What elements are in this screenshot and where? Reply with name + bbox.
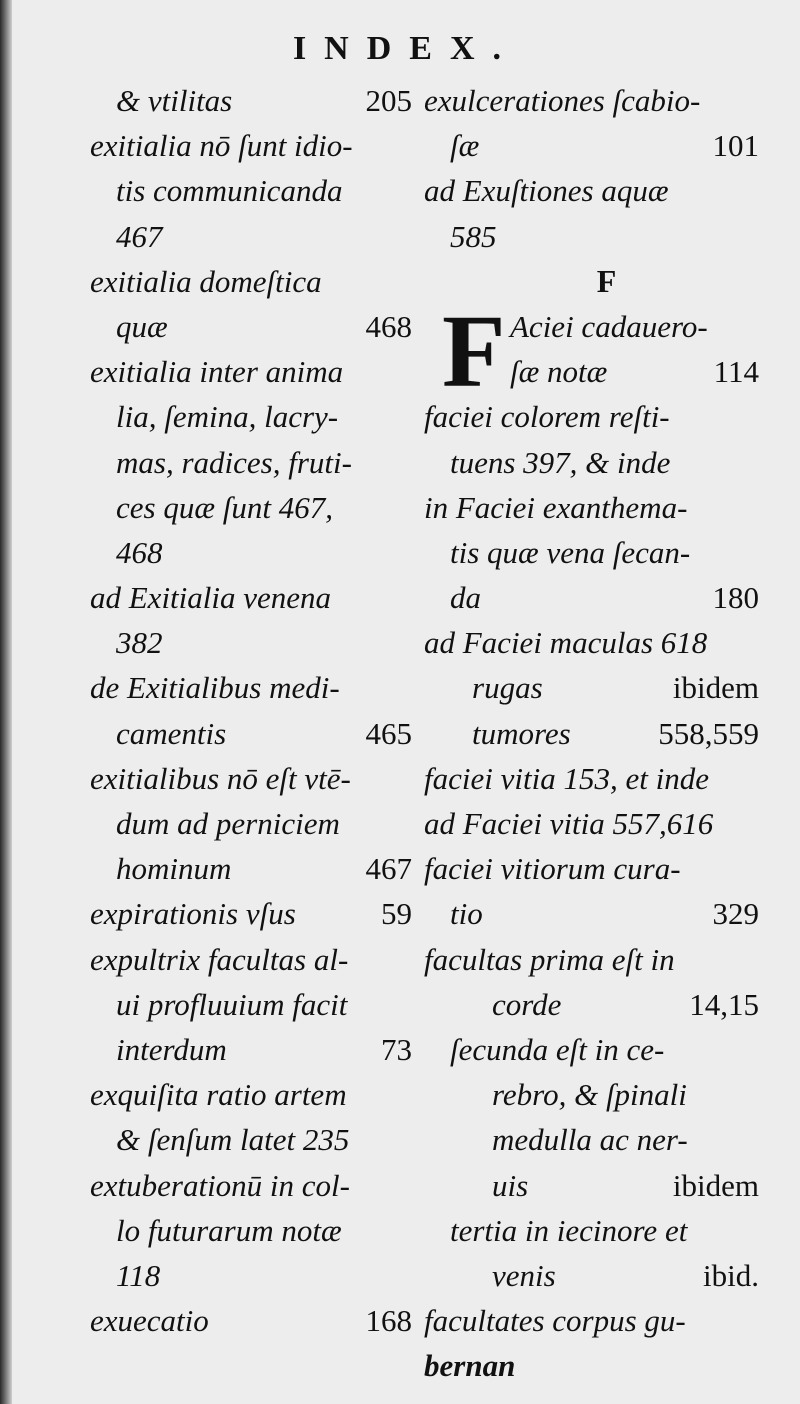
entry-text: camentis bbox=[116, 715, 227, 751]
entry-text: medulla ac ner- bbox=[492, 1122, 688, 1158]
entry-text: exulcerationes ſcabio- bbox=[424, 83, 701, 118]
entry-text: venis bbox=[492, 1257, 556, 1293]
index-entry-line bbox=[90, 982, 412, 1027]
page-reference: ibidem bbox=[672, 1167, 759, 1203]
index-entry-line bbox=[90, 214, 412, 259]
index-entry-line bbox=[90, 1117, 412, 1162]
index-entries-f bbox=[424, 394, 759, 1343]
book-gutter-shadow bbox=[0, 0, 12, 1404]
entry-text: dum ad perniciem bbox=[116, 806, 340, 841]
page-reference: ibidem bbox=[672, 670, 759, 706]
entry-text: tertia in iecinore et bbox=[450, 1212, 688, 1248]
entry-text: tio bbox=[450, 896, 483, 932]
entry-text: 118 bbox=[116, 1257, 161, 1293]
entry-text: 382 bbox=[116, 625, 163, 661]
page-reference: 73 bbox=[381, 1031, 412, 1067]
entry-text: corde bbox=[492, 986, 562, 1022]
entry-text: ad Exuſtiones aquæ bbox=[424, 173, 669, 209]
index-entry-line bbox=[424, 665, 759, 710]
page-reference: 329 bbox=[712, 896, 759, 932]
index-entry-line bbox=[424, 1117, 759, 1162]
catchword: bernan bbox=[424, 1348, 516, 1384]
index-entry-line bbox=[90, 937, 412, 982]
entry-text: exquiſita ratio artem bbox=[90, 1077, 347, 1113]
entry-text: exitialibus nō eſt vtē- bbox=[90, 760, 351, 796]
index-entry-line bbox=[424, 575, 759, 620]
entry-text: ces quæ ſunt 467, bbox=[116, 489, 333, 525]
index-entry-line bbox=[424, 1027, 759, 1072]
index-entry-line bbox=[424, 620, 759, 665]
index-entry-line bbox=[90, 1298, 412, 1343]
index-entry-line bbox=[90, 123, 412, 168]
index-column-right bbox=[424, 78, 759, 1388]
index-entry-line bbox=[424, 168, 759, 213]
entry-text: in Faciei exanthema- bbox=[424, 489, 688, 525]
entry-text: ſecunda eſt in ce- bbox=[450, 1031, 665, 1067]
entry-text: exitialia nō ſunt idio- bbox=[90, 128, 353, 164]
index-entry-line bbox=[90, 1208, 412, 1253]
section-letter-heading: F bbox=[596, 262, 617, 299]
page-reference: 468 bbox=[365, 308, 412, 344]
entry-text: hominum bbox=[116, 851, 232, 887]
index-entry-line bbox=[424, 982, 759, 1027]
index-entry-line bbox=[424, 937, 759, 982]
index-entry-line bbox=[90, 620, 412, 665]
index-entry-line bbox=[90, 1072, 412, 1117]
index-entry-line bbox=[90, 485, 412, 530]
dropcap-initial: F bbox=[442, 293, 506, 409]
index-entry-line bbox=[90, 801, 412, 846]
page-header: INDEX. bbox=[292, 30, 520, 67]
entry-text: extuberationū in col- bbox=[90, 1167, 350, 1203]
index-entry-line bbox=[424, 123, 759, 168]
index-entry-line bbox=[90, 665, 412, 710]
index-entry-line bbox=[424, 78, 759, 123]
index-entry-line bbox=[90, 78, 412, 123]
entry-text: tuens 397, & inde bbox=[450, 444, 671, 480]
entry-text: tumores bbox=[472, 715, 571, 751]
dropcap-block bbox=[424, 293, 759, 409]
index-entry-line bbox=[90, 394, 412, 439]
page-reference: 205 bbox=[365, 83, 412, 118]
entry-text: exitialia domeſtica bbox=[90, 263, 322, 299]
entry-text: rugas bbox=[472, 670, 543, 706]
index-entry-line bbox=[90, 1253, 412, 1298]
index-entry-line bbox=[424, 1163, 759, 1208]
entry-text: 468 bbox=[116, 534, 163, 570]
entry-text: tis communicanda bbox=[116, 173, 343, 209]
index-entry-line bbox=[424, 711, 759, 756]
index-entry-line bbox=[90, 530, 412, 575]
page-reference: 558,559 bbox=[658, 715, 759, 751]
page-reference: 467 bbox=[365, 851, 412, 887]
entry-text: 467 bbox=[116, 218, 163, 254]
index-entry-line bbox=[424, 801, 759, 846]
index-entry-line bbox=[424, 846, 759, 891]
entry-text: facultates corpus gu- bbox=[424, 1303, 686, 1339]
entry-text: faciei colorem reſti- bbox=[424, 399, 670, 435]
index-entry-line bbox=[90, 575, 412, 620]
entry-text: rebro, & ſpinali bbox=[492, 1077, 687, 1113]
entry-text: & vtilitas bbox=[116, 83, 233, 118]
entry-text: quæ bbox=[116, 308, 168, 344]
index-entry-line bbox=[90, 756, 412, 801]
index-entry-line bbox=[90, 1027, 412, 1072]
entry-text: exitialia inter anima bbox=[90, 354, 344, 390]
entry-text: de Exitialibus medi- bbox=[90, 670, 340, 706]
entry-text: expirationis vſus bbox=[90, 896, 296, 932]
index-entry-line bbox=[424, 530, 759, 575]
index-entry-line bbox=[424, 485, 759, 530]
page-reference: 59 bbox=[381, 896, 412, 932]
entry-text: lia, ſemina, lacry- bbox=[116, 399, 339, 435]
entry-text: tis quæ vena ſecan- bbox=[450, 534, 691, 570]
entry-text: faciei vitiorum cura- bbox=[424, 851, 681, 887]
index-column-left bbox=[90, 78, 412, 1343]
index-entry-line bbox=[424, 891, 759, 936]
entry-text: ui profluuium facit bbox=[116, 986, 348, 1022]
index-entries-e bbox=[424, 78, 759, 259]
entry-text: ad Exitialia venena bbox=[90, 580, 332, 616]
entry-text: lo futurarum notæ bbox=[116, 1212, 342, 1248]
entry-text: mas, radices, fruti- bbox=[116, 444, 352, 480]
page-reference: 101 bbox=[712, 128, 759, 164]
page-reference: 180 bbox=[712, 580, 759, 616]
page-reference: 168 bbox=[365, 1303, 412, 1339]
page-reference: 114 bbox=[713, 354, 759, 390]
index-entry-line bbox=[90, 846, 412, 891]
entry-text: faciei vitia 153, et inde bbox=[424, 760, 709, 796]
entry-text: 585 bbox=[450, 218, 497, 254]
entry-text: ſæ bbox=[450, 128, 480, 164]
index-entry-line bbox=[90, 259, 412, 304]
index-entry-line bbox=[90, 711, 412, 756]
index-entry-line bbox=[424, 1298, 759, 1343]
entry-text: & ſenſum latet 235 bbox=[116, 1122, 350, 1158]
entry-text: ad Faciei maculas 618 bbox=[424, 625, 708, 661]
entry-text: facultas prima eſt in bbox=[424, 941, 675, 977]
index-entry-line bbox=[90, 349, 412, 394]
index-entry-line bbox=[424, 1253, 759, 1298]
entry-text: uis bbox=[492, 1167, 529, 1203]
index-entry-line bbox=[90, 440, 412, 485]
book-page bbox=[12, 0, 800, 1404]
entry-text: expultrix facultas al- bbox=[90, 941, 349, 977]
index-entry-line bbox=[424, 214, 759, 259]
index-entry-line bbox=[424, 1208, 759, 1253]
page-reference: 465 bbox=[365, 715, 412, 751]
entry-text: ad Faciei vitia 557,616 bbox=[424, 806, 714, 841]
entry-text: interdum bbox=[116, 1031, 227, 1067]
index-entry-line bbox=[90, 1163, 412, 1208]
index-entry-line bbox=[424, 440, 759, 485]
page-reference: ibid. bbox=[703, 1257, 759, 1293]
entry-text: ſæ notæ bbox=[510, 354, 608, 390]
entry-text: exuecatio bbox=[90, 1303, 209, 1339]
index-entry-line bbox=[90, 891, 412, 936]
index-entry-line bbox=[424, 756, 759, 801]
page-reference: 14,15 bbox=[689, 986, 759, 1022]
index-entry-line bbox=[90, 168, 412, 213]
index-entry-line bbox=[424, 1072, 759, 1117]
index-entry-line bbox=[90, 304, 412, 349]
entry-text: Aciei cadauero- bbox=[510, 308, 708, 344]
entry-text: da bbox=[450, 580, 481, 616]
